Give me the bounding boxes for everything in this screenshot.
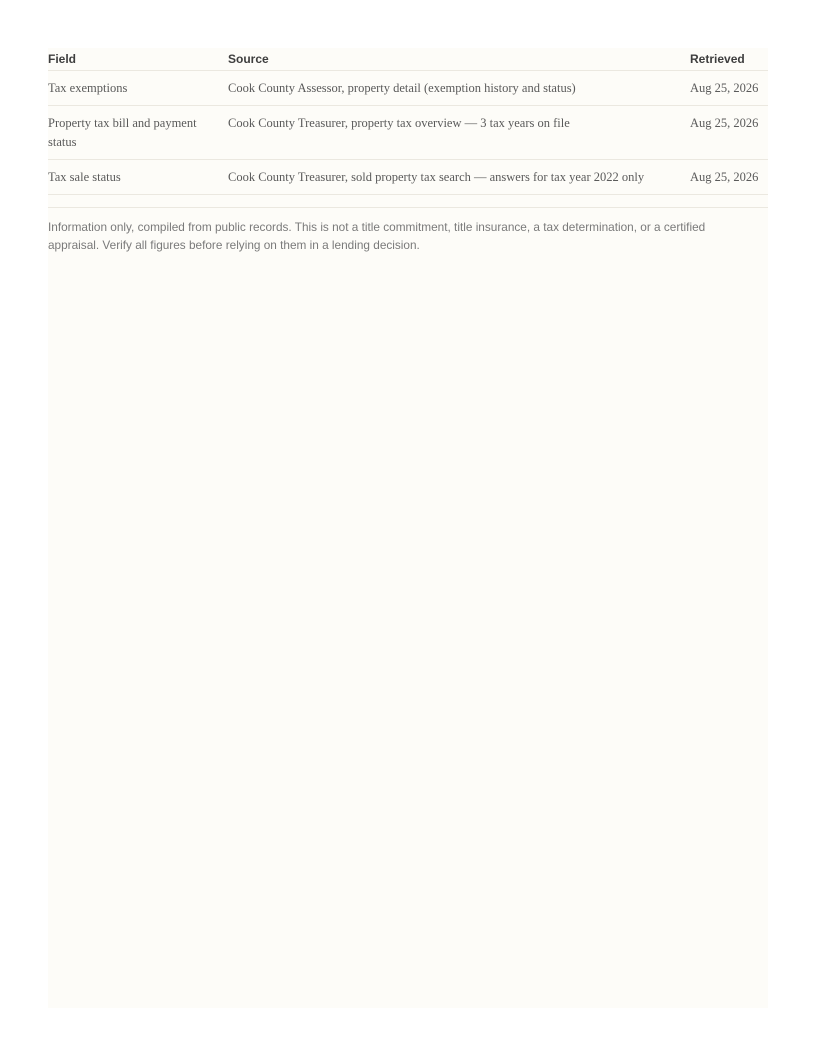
divider xyxy=(48,207,768,208)
column-header-retrieved: Retrieved xyxy=(690,48,768,71)
table-row xyxy=(48,160,768,195)
retrieved-cell: Aug 25, 2026 xyxy=(690,160,768,195)
document-page xyxy=(48,48,768,1008)
table-header-row xyxy=(48,48,768,71)
retrieved-cell: Aug 25, 2026 xyxy=(690,71,768,106)
field-cell: Property tax bill and payment status xyxy=(48,106,228,160)
source-cell: Cook County Treasurer, property tax overview — 3 tax years on file xyxy=(228,106,690,160)
retrieved-cell: Aug 25, 2026 xyxy=(690,106,768,160)
column-header-field: Field xyxy=(48,48,228,71)
source-cell: Cook County Treasurer, sold property tax search — answers for tax year 2022 only xyxy=(228,160,690,195)
field-cell: Tax sale status xyxy=(48,160,228,195)
table-row xyxy=(48,71,768,106)
column-header-source: Source xyxy=(228,48,690,71)
sources-table xyxy=(48,48,768,195)
table-row xyxy=(48,106,768,160)
source-cell: Cook County Assessor, property detail (exemption history and status) xyxy=(228,71,690,106)
disclaimer-text: Information only, compiled from public records. This is not a title commitment, title insurance, a tax determination, or a certified appraisal. Verify all figures before relying on them in a lending decision. xyxy=(48,220,706,252)
field-cell: Tax exemptions xyxy=(48,71,228,106)
